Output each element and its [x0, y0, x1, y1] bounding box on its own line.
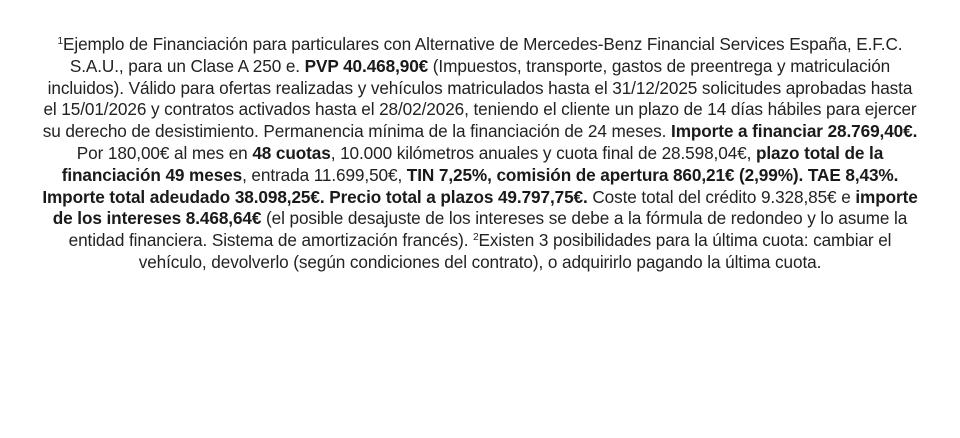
amount-to-finance: Importe a financiar 28.769,40€.: [671, 121, 918, 142]
rates-and-totals: TIN 7,25%, comisión de apertura 860,21€ (2,99%). TAE 8,43%. Importe total adeudado 38.098,25€. Precio total a plazos 49.797,75€.: [42, 164, 899, 207]
footnote-marker-1: 1: [57, 36, 63, 47]
disclaimer-text: Ejemplo de Financiación para particulares con Alternative de Mercedes-Benz Financial Services España, E.F.C. S.A.U., para un Clase A 250 e.: [63, 34, 903, 76]
disclaimer-text: (Impuestos, transporte, gastos de preentrega y matriculación incluidos). Válido para ofertas realizadas y vehículos matriculados hasta el 31/12/2025 solicitudes aprobadas hasta el 15/01/2026 y contratos activados hasta el 28/02/2026, teniendo el cliente un plazo de 14 días hábiles para ejercer su derecho de desistimiento. Permanencia mínima de la financiación de 24 meses.: [42, 55, 917, 142]
disclaimer-text: , 10.000 kilómetros anuales y cuota final de 28.598,04€,: [330, 142, 756, 163]
installments-count: 48 cuotas: [252, 142, 331, 163]
footnote-marker-2: 2: [473, 232, 479, 244]
disclaimer-text: (el posible desajuste de los intereses se debe a la fórmula de redondeo y lo asume la entidad financiera. Sistema de amortización francés).: [68, 208, 908, 251]
financing-disclaimer: [40, 34, 920, 274]
total-term: plazo total de la financiación 49 meses: [61, 142, 884, 185]
disclaimer-text: Por 180,00€ al mes en: [76, 142, 253, 163]
interest-amount: importe de los intereses 8.468,64€: [52, 186, 918, 229]
disclaimer-text: , entrada 11.699,50€,: [242, 164, 407, 185]
disclaimer-text: Coste total del crédito 9.328,85€ e: [587, 186, 856, 207]
disclaimer-text: Existen 3 posibilidades para la última cuota: cambiar el vehículo, devolverlo (según condiciones del contrato), o adquirirlo pagando la última cuota.: [138, 230, 892, 272]
price-pvp: PVP 40.468,90€: [304, 55, 429, 76]
